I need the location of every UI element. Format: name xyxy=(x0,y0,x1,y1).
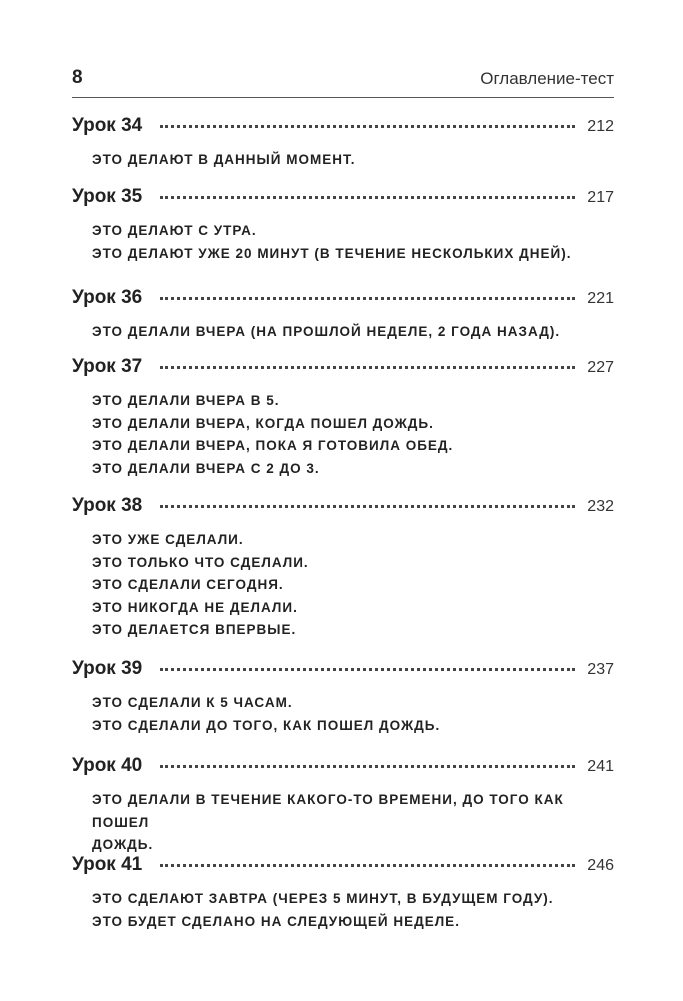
toc-entry xyxy=(72,115,614,172)
toc-entry-heading xyxy=(72,495,614,521)
lesson-topics xyxy=(92,220,614,265)
lesson-page-number: 212 xyxy=(587,118,614,135)
lesson-topics xyxy=(92,149,614,172)
lesson-title: Урок 40 xyxy=(72,755,143,776)
lesson-page-number: 217 xyxy=(587,189,614,206)
lesson-page-number: 241 xyxy=(587,758,614,775)
topic-line: ЭТО ДЕЛАЛИ В ТЕЧЕНИЕ КАКОГО-ТО ВРЕМЕНИ, ДО ТОГО КАК ПОШЕЛ xyxy=(92,792,564,830)
topic-line: ЭТО ДЕЛАЛИ ВЧЕРА (НА ПРОШЛОЙ НЕДЕЛЕ, 2 ГОДА НАЗАД). xyxy=(92,324,561,339)
lesson-title: Урок 41 xyxy=(72,854,143,875)
toc-entry xyxy=(72,287,614,344)
page-number: 8 xyxy=(72,67,83,88)
dot-leader xyxy=(160,125,575,128)
dot-leader xyxy=(160,297,575,300)
lesson-title: Урок 35 xyxy=(72,186,143,207)
topic-line: ЭТО СДЕЛАЛИ К 5 ЧАСАМ. xyxy=(92,695,293,710)
lesson-topics xyxy=(92,789,614,857)
topic-line: ЭТО ДЕЛАЛИ ВЧЕРА В 5. xyxy=(92,393,280,408)
page-header xyxy=(72,63,614,93)
topic-line: ЭТО ДЕЛАЛИ ВЧЕРА, КОГДА ПОШЕЛ ДОЖДЬ. xyxy=(92,415,434,431)
toc-entry xyxy=(72,755,614,857)
lesson-page-number: 227 xyxy=(587,359,614,376)
dot-leader xyxy=(160,196,575,199)
topic-line: ЭТО СДЕЛАЮТ ЗАВТРА (ЧЕРЕЗ 5 МИНУТ, В БУДУЩЕМ ГОДУ). xyxy=(92,891,554,906)
toc-entry-heading xyxy=(72,658,614,684)
topic-line: ЭТО ДЕЛАЛИ ВЧЕРА С 2 ДО 3. xyxy=(92,460,320,476)
dot-leader xyxy=(160,765,575,768)
topic-line: ЭТО ДЕЛАЮТ УЖЕ 20 МИНУТ (В ТЕЧЕНИЕ НЕСКОЛЬКИХ ДНЕЙ). xyxy=(92,245,572,261)
lesson-page-number: 232 xyxy=(587,498,614,515)
topic-line: ЭТО ДЕЛАЛИ ВЧЕРА, ПОКА Я ГОТОВИЛА ОБЕД. xyxy=(92,438,454,453)
dot-leader xyxy=(160,505,575,508)
toc-entry xyxy=(72,495,614,642)
header-rule xyxy=(72,97,614,98)
lesson-title: Урок 39 xyxy=(72,658,143,679)
toc-entry xyxy=(72,854,614,933)
lesson-title: Урок 36 xyxy=(72,287,143,308)
dot-leader xyxy=(160,668,575,671)
toc-entry-heading xyxy=(72,186,614,212)
topic-line: ЭТО ДЕЛАЮТ С УТРА. xyxy=(92,223,257,238)
topic-line: ДОЖДЬ. xyxy=(92,837,154,852)
toc-entry-heading xyxy=(72,287,614,313)
topic-line: ЭТО НИКОГДА НЕ ДЕЛАЛИ. xyxy=(92,599,298,615)
lesson-topics xyxy=(92,321,614,344)
topic-line: ЭТО ДЕЛАЮТ В ДАННЫЙ МОМЕНТ. xyxy=(92,152,356,167)
topic-line: ЭТО УЖЕ СДЕЛАЛИ. xyxy=(92,532,244,547)
toc-entry-heading xyxy=(72,356,614,382)
dot-leader xyxy=(160,864,575,867)
toc-entry-heading xyxy=(72,115,614,141)
toc-entry xyxy=(72,658,614,737)
lesson-topics xyxy=(92,390,614,480)
lesson-topics xyxy=(92,888,614,933)
lesson-title: Урок 37 xyxy=(72,356,143,377)
running-title: Оглавление-тест xyxy=(480,69,614,88)
topic-line: ЭТО СДЕЛАЛИ СЕГОДНЯ. xyxy=(92,577,284,592)
toc-entry-heading xyxy=(72,854,614,880)
toc-entry xyxy=(72,186,614,265)
lesson-page-number: 221 xyxy=(587,290,614,307)
lesson-topics xyxy=(92,692,614,737)
toc-entry xyxy=(72,356,614,480)
lesson-topics xyxy=(92,529,614,642)
dot-leader xyxy=(160,366,575,369)
lesson-page-number: 237 xyxy=(587,661,614,678)
topic-line: ЭТО СДЕЛАЛИ ДО ТОГО, КАК ПОШЕЛ ДОЖДЬ. xyxy=(92,717,441,733)
lesson-title: Урок 34 xyxy=(72,115,143,136)
topic-line: ЭТО ДЕЛАЕТСЯ ВПЕРВЫЕ. xyxy=(92,622,297,637)
lesson-page-number: 246 xyxy=(587,857,614,874)
topic-line: ЭТО ТОЛЬКО ЧТО СДЕЛАЛИ. xyxy=(92,554,309,570)
toc-entry-heading xyxy=(72,755,614,781)
lesson-title: Урок 38 xyxy=(72,495,143,516)
topic-line: ЭТО БУДЕТ СДЕЛАНО НА СЛЕДУЮЩЕЙ НЕДЕЛЕ. xyxy=(92,913,460,929)
